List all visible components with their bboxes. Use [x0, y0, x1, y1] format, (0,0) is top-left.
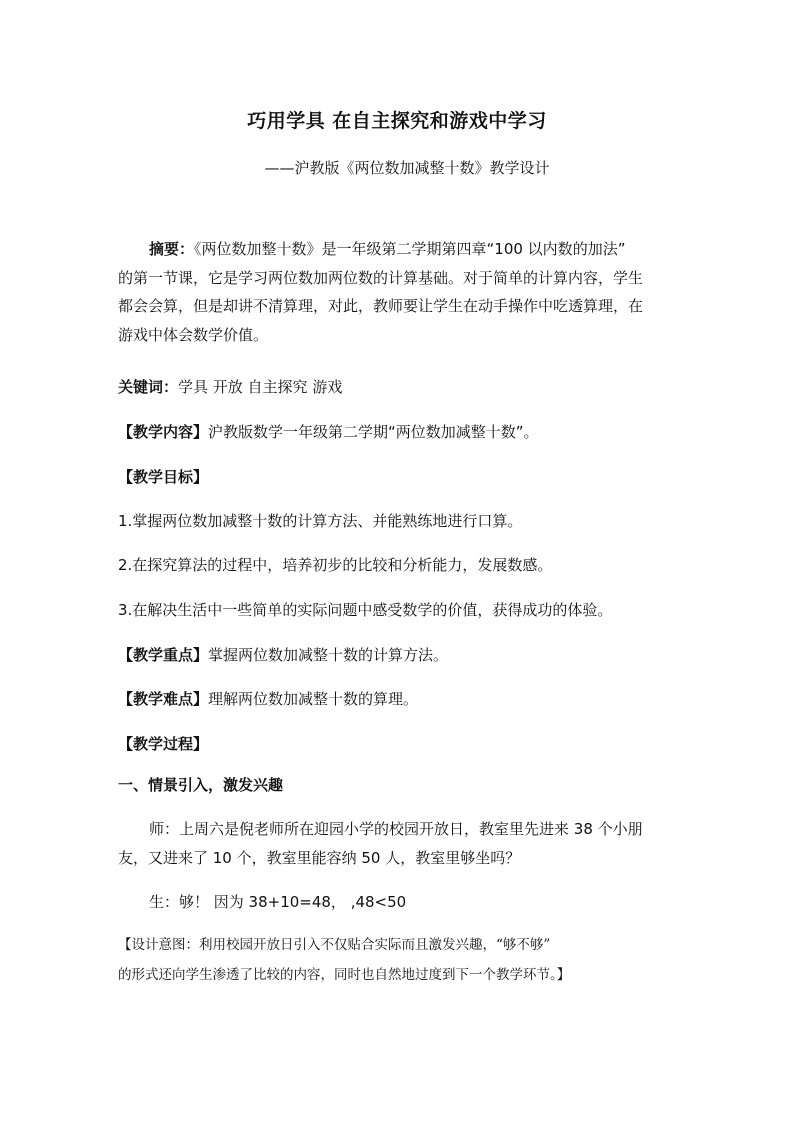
abstract-label: 摘要：: [149, 240, 195, 258]
teaching-process-heading: 【教学过程】: [118, 735, 209, 753]
difficult-point-label: 【教学难点】: [118, 690, 209, 708]
teaching-content-label: 【教学内容】: [118, 423, 209, 441]
abstract-line-4: 游戏中体会数学价值。: [118, 325, 269, 344]
teacher-paragraph: [118, 815, 678, 872]
teaching-goals-heading: 【教学目标】: [118, 468, 209, 486]
key-point-text: 掌握两位数加减整十数的计算方法。: [208, 646, 449, 664]
difficult-point-line: [118, 685, 678, 714]
abstract-line-3: 都会会算，但是却讲不清算理，对此，教师要让学生在动手操作中吃透算理，在: [118, 297, 644, 315]
key-point-label: 【教学重点】: [118, 646, 209, 664]
document-subtitle: ——沪教版《两位数加减整十数》教学设计: [264, 159, 550, 177]
section-1-heading: 一、情景引入，激发兴趣: [118, 776, 284, 794]
teaching-content-line: [118, 418, 678, 447]
abstract-line-1: [118, 235, 678, 264]
keywords-text: 学具 开放 自主探究 游戏: [178, 378, 343, 396]
teaching-goal-3: 3.在解决生活中一些简单的实际问题中感受数学的价值，获得成功的体验。: [118, 601, 613, 619]
student-line: 生：够！ 因为 38+10=48， ,48<50: [149, 893, 407, 911]
keywords-line: [118, 373, 678, 402]
keywords-paragraph: [118, 373, 678, 402]
design-intent-paragraph: [118, 930, 678, 990]
abstract-line-2: 的第一节课，它是学习两位数加两位数的计算基础。对于简单的计算内容，学生: [118, 268, 644, 287]
key-point-line: [118, 641, 678, 670]
difficult-point-text: 理解两位数加减整十数的算理。: [208, 690, 419, 708]
teaching-goal-2: 2.在探究算法的过程中，培养初步的比较和分析能力，发展数感。: [118, 556, 553, 574]
design-intent-line-1: 【设计意图：利用校园开放日引入不仅贴合实际而且激发兴趣，“够不够”: [118, 937, 551, 953]
design-intent-line-2: 的形式还向学生渗透了比较的内容，同时也自然地过度到下一个教学环节。】: [118, 967, 571, 983]
abstract-text-1: 《两位数加整十数》是一年级第二学期第四章“100 以内数的加法”: [194, 240, 626, 258]
key-point-paragraph: [118, 641, 678, 670]
teacher-line-1: 师：上周六是倪老师所在迎园小学的校园开放日，教室里先进来 38 个小朋: [149, 820, 643, 838]
document-title: 巧用学具 在自主探究和游戏中学习: [247, 110, 547, 132]
abstract-paragraph: [118, 235, 678, 349]
teaching-content-text: 沪教版数学一年级第二学期“两位数加减整十数”。: [208, 423, 539, 441]
teaching-goal-1: 1.掌握两位数加减整十数的计算方法、并能熟练地进行口算。: [118, 512, 523, 530]
teaching-content-paragraph: [118, 418, 678, 447]
keywords-label: 关键词：: [118, 378, 179, 396]
difficult-point-paragraph: [118, 685, 678, 714]
teacher-line-2: 友，又进来了 10 个，教室里能容纳 50 人，教室里够坐吗？: [118, 848, 521, 867]
